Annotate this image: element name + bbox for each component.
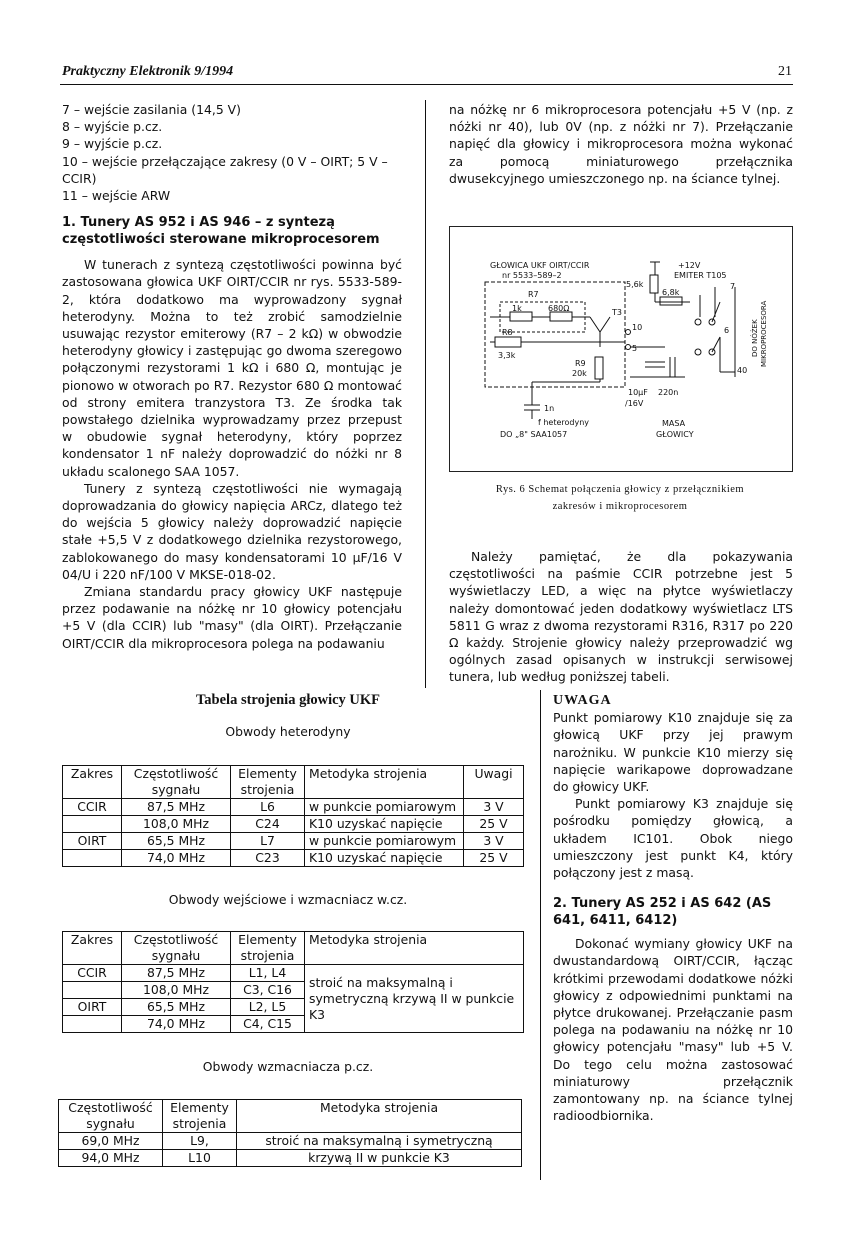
schematic-label: GŁOWICY — [656, 430, 694, 439]
table-cell: 3 V — [464, 799, 524, 816]
table-cell: Uwagi — [464, 766, 524, 799]
table-cell: OIRT — [63, 999, 122, 1016]
table-cell: 74,0 MHz — [122, 1016, 231, 1033]
right-column-text — [449, 101, 793, 187]
table-cell: L7 — [231, 833, 305, 850]
table-cell — [63, 1016, 122, 1033]
section-title: 1. Tunery AS 952 i AS 946 – z syntezą częstotliwości sterowane mikroprocesorem — [62, 215, 380, 248]
table-cell: 65,5 MHz — [122, 833, 231, 850]
schematic-label: 6 — [724, 326, 730, 335]
table-cell: K10 uzyskać napięcie — [305, 816, 464, 833]
schematic-label: EMITER T105 — [674, 271, 727, 280]
paragraph: na nóżkę nr 6 mikroprocesora potencjału +5 V (np. z nóżki nr 40), lub 0V (np. z nóżki nr 7). Przełączanie napięć dla głowicy i mikroprocesora można wykonać za pomocą miniaturowego przełącznika dwusekcyjnego umieszczonego np. na ściance tylnej. — [449, 102, 793, 186]
table-row — [59, 1150, 522, 1167]
list-item: 8 – wyjście p.cz. — [62, 119, 163, 135]
table-cell: C4, C15 — [231, 1016, 305, 1033]
column-divider — [425, 100, 426, 688]
schematic-label: 5,6k — [626, 280, 644, 289]
table-header — [63, 932, 524, 965]
table-cell: 94,0 MHz — [59, 1150, 163, 1167]
heterodyne-table — [62, 765, 524, 867]
paragraph: Zmiana standardu pracy głowicy UKF następuje przez podawanie na nóżkę nr 10 głowicy potencjału +5 V (dla CCIR) lub "masy" (dla OIRT). Przełączanie OIRT/CCIR dla mikroprocesora polega na podawaniu — [62, 584, 402, 651]
table-cell: 25 V — [464, 816, 524, 833]
if-amp-table — [58, 1099, 522, 1167]
list-item: 10 – wejście przełączające zakresy (0 V – OIRT; 5 V – CCIR) — [62, 153, 388, 186]
paragraph: W tunerach z syntezą częstotliwości powinna być zastosowana głowica UKF OIRT/CCIR nr rys. 5533-589-2, która dodatkowo ma wyprowadzony sygnał heterodyny. Można to też zrobić samodzielnie usuwając rezystor emiterowy (R7 – 2 kΩ) w obwodzie heterodyny głowicy i zastępując go dwoma szeregowo połączonymi rezystorami 1 kΩ i 680 Ω, montując je pionowo w otworach po R7. Rezystor 680 Ω montować od strony emitera tranzystora T3. Ze środka tak powstałego dzielnika wyprowadzamy przez przepust w obudowie sygnał heterodyny, który poprzez kondensator 1 nF należy doprowadzić do nóżki nr 8 układu scalonego SAA 1057. — [62, 257, 402, 479]
table-row — [63, 833, 524, 850]
caption-line: zakresów i mikroprocesorem — [552, 501, 688, 512]
list-item: 9 – wyjście p.cz. — [62, 136, 163, 152]
schematic-label: +12V — [678, 261, 701, 270]
schematic-figure — [449, 226, 793, 472]
table-header — [59, 1100, 522, 1133]
paragraph: Dokonać wymiany głowicy UKF na dwustandardową OIRT/CCIR, łącząc krótkimi przewodami dodatkowe nóżki głowicy z odpowiednimi punktami na płytce drukowanej. Przełączanie pasm polega na podawaniu na nóżkę nr 10 głowicy potencjału "masy" lub +5 V. Do tego celu można zastosować miniaturowy przełącznik zamontowany np. na ściance tylnej radioodbiornika. — [553, 936, 793, 1124]
left-column — [62, 101, 402, 652]
schematic-label: 220n — [658, 388, 679, 397]
table-cell: L6 — [231, 799, 305, 816]
table-subtitle: Obwody wejściowe i wzmacniacz w.cz. — [168, 892, 408, 907]
table-header — [63, 766, 524, 799]
schematic-label: /16V — [625, 399, 644, 408]
schematic-label: f heterodyny — [538, 418, 590, 427]
table-cell: w punkcie pomiarowym — [305, 833, 464, 850]
schematic-label: R8 — [502, 328, 513, 337]
column-divider-lower — [540, 690, 541, 1180]
table-cell: Metodyka strojenia — [305, 932, 524, 965]
header-rule — [60, 84, 793, 85]
table-cell: K10 uzyskać napięcie — [305, 850, 464, 867]
schematic-label: DO NÓŻEK — [751, 319, 759, 357]
table-cell: Elementy strojenia — [231, 932, 305, 965]
schematic-label: 5 — [632, 344, 638, 353]
schematic-label: 20k — [572, 369, 587, 378]
schematic-label: 7 — [730, 282, 736, 291]
table-cell: 69,0 MHz — [59, 1133, 163, 1150]
schematic-label: 10 — [632, 323, 643, 332]
table-cell — [63, 982, 122, 999]
schematic-label: R9 — [575, 359, 586, 368]
table-cell: 108,0 MHz — [122, 982, 231, 999]
schematic-label: R7 — [528, 290, 539, 299]
paragraph: Należy pamiętać, że dla pokazywania częstotliwości na paśmie CCIR potrzebne jest 5 wyświetlaczy LED, a więc na płytce wyświetlaczy należy domontować jeden dodatkowy wyświetlacz LTS 5811 G wraz z dwoma rezystorami R316, R317 po 220 Ω każdy. Strojenie głowicy należy przeprowadzić wg ogólnych zasad opisanych w instrukcji serwisowej tunera, lub według poniższej tabeli. — [449, 549, 793, 685]
table-cell: Metodyka strojenia — [305, 766, 464, 799]
table-subtitle: Obwody wzmacniacza p.cz. — [202, 1059, 374, 1074]
section-title: 2. Tunery AS 252 i AS 642 (AS 641, 6411, 6412) — [553, 896, 772, 929]
table-cell: CCIR — [63, 965, 122, 982]
table-cell: stroić na maksymalną i symetryczną — [237, 1133, 522, 1150]
schematic-label: nr 5533–589–2 — [502, 271, 562, 280]
schematic-label: 40 — [737, 366, 748, 375]
schematic-label: MIKROPROCESORA — [760, 300, 768, 367]
table-cell: w punkcie pomiarowym — [305, 799, 464, 816]
schematic-label: 680Ω — [548, 304, 570, 313]
table-cell: Częstotliwość sygnału — [122, 932, 231, 965]
table-row — [63, 965, 524, 982]
table-cell: 74,0 MHz — [122, 850, 231, 867]
figure-caption — [470, 481, 770, 515]
journal-title: Praktyczny Elektronik 9/1994 — [62, 64, 234, 79]
table-cell: L9, — [163, 1133, 237, 1150]
table-cell: stroić na maksymalną i symetryczną krzywą II w punkcie K3 — [305, 965, 524, 1033]
schematic-label: 1k — [512, 304, 522, 313]
table-cell: OIRT — [63, 833, 122, 850]
paragraph: Tunery z syntezą częstotliwości nie wymagają doprowadzania do głowicy napięcia ARCz, dlatego też do wejścia 5 głowicy należy doprowadzić napięcie stałe +5,5 V z dodatkowego dzielnika rezystorowego, zablokowanego do masy kondensatorami 10 µF/16 V 04/U i 220 nF/100 V MKSE-018-02. — [62, 480, 402, 582]
schematic-label: DO „8" SAA1057 — [500, 430, 568, 439]
schematic-label: 6,8k — [662, 288, 680, 297]
table-cell: krzywą II w punkcie K3 — [237, 1150, 522, 1167]
table-cell: 3 V — [464, 833, 524, 850]
table-cell: Zakres — [63, 766, 122, 799]
table-cell: C23 — [231, 850, 305, 867]
uwaga-column — [553, 692, 793, 1124]
table-cell: 87,5 MHz — [122, 799, 231, 816]
table-cell: L1, L4 — [231, 965, 305, 982]
table-cell: C3, C16 — [231, 982, 305, 999]
table-title: Tabela strojenia głowicy UKF — [195, 692, 381, 708]
table-subtitle: Obwody heterodyny — [225, 724, 351, 739]
schematic-label: 3,3k — [498, 351, 516, 360]
table-row — [59, 1133, 522, 1150]
table-row — [63, 850, 524, 867]
table-cell: L10 — [163, 1150, 237, 1167]
list-item: 7 – wejście zasilania (14,5 V) — [62, 102, 241, 117]
table-cell: 87,5 MHz — [122, 965, 231, 982]
paragraph: Punkt pomiarowy K3 znajduje się pośrodku pomiędzy głowicą, a układem IC101. Obok niego umieszczony jest punkt K4, który połączony jest z masą. — [553, 796, 793, 881]
table-cell — [63, 816, 122, 833]
table-row — [63, 799, 524, 816]
schematic-label: GŁOWICA UKF OIRT/CCIR — [490, 261, 590, 270]
table-cell — [63, 850, 122, 867]
paragraph: Punkt pomiarowy K10 znajduje się za głowicą UKF przy jej prawym narożniku. W punkcie K10 mierzy się napięcie warikapowe doprowadzane do głowicy UKF. — [553, 710, 793, 795]
table-cell: 25 V — [464, 850, 524, 867]
table-cell: Elementy strojenia — [231, 766, 305, 799]
schematic-label: T3 — [612, 308, 622, 317]
caption-line: Rys. 6 Schemat połączenia głowicy z przełącznikiem — [495, 484, 745, 495]
table-cell: 108,0 MHz — [122, 816, 231, 833]
table-cell: Elementy strojenia — [163, 1100, 237, 1133]
table-cell: 65,5 MHz — [122, 999, 231, 1016]
schematic-label: 10µF — [628, 388, 648, 397]
schematic-label: MASA — [662, 419, 686, 428]
table-cell: Częstotliwość sygnału — [59, 1100, 163, 1133]
schematic-label: 1n — [544, 404, 555, 413]
page-number: 21 — [778, 64, 792, 79]
input-table — [62, 931, 524, 1033]
uwaga-title: UWAGA — [553, 693, 612, 708]
list-item: 11 – wejście ARW — [62, 188, 171, 204]
table-row — [63, 816, 524, 833]
table-cell: Zakres — [63, 932, 122, 965]
schematic-diagram — [450, 227, 792, 471]
table-cell: Częstotliwość sygnału — [122, 766, 231, 799]
table-cell: CCIR — [63, 799, 122, 816]
table-cell: C24 — [231, 816, 305, 833]
pin-list — [62, 101, 402, 204]
table-cell: L2, L5 — [231, 999, 305, 1016]
table-cell: Metodyka strojenia — [237, 1100, 522, 1133]
right-column-text-2 — [449, 548, 793, 686]
